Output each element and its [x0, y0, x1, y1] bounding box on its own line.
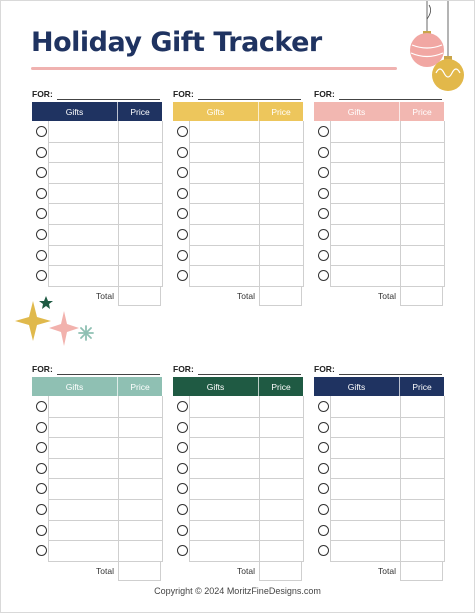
gift-checkbox[interactable]	[177, 270, 188, 281]
for-name-field[interactable]	[57, 99, 160, 100]
gift-checkbox[interactable]	[36, 401, 47, 412]
gift-row	[314, 437, 444, 458]
price-cell[interactable]	[259, 162, 304, 184]
for-label: FOR:	[32, 364, 53, 374]
gift-checkbox[interactable]	[36, 208, 47, 219]
gift-cell[interactable]	[189, 183, 259, 205]
gift-checkbox[interactable]	[177, 229, 188, 240]
gift-checkbox[interactable]	[177, 545, 188, 556]
gifts-column-header: Gifts	[314, 377, 400, 396]
gift-checkbox[interactable]	[36, 463, 47, 474]
gift-row	[173, 417, 303, 438]
total-label: Total	[378, 565, 396, 576]
price-cell[interactable]	[259, 224, 304, 246]
price-cell[interactable]	[400, 520, 445, 542]
gift-checkbox[interactable]	[36, 188, 47, 199]
gift-row	[173, 540, 303, 561]
for-label: FOR:	[314, 89, 335, 99]
price-cell[interactable]	[118, 417, 163, 439]
gift-checkbox[interactable]	[177, 504, 188, 515]
gift-cell[interactable]	[48, 520, 118, 542]
gift-checkbox[interactable]	[36, 545, 47, 556]
gift-checkbox[interactable]	[318, 545, 329, 556]
for-row	[173, 88, 303, 102]
gift-cell[interactable]	[189, 203, 259, 225]
price-cell[interactable]	[400, 417, 445, 439]
price-cell[interactable]	[259, 499, 304, 521]
gift-row	[32, 224, 162, 245]
for-label: FOR:	[32, 89, 53, 99]
gift-checkbox[interactable]	[177, 250, 188, 261]
price-cell[interactable]	[118, 121, 163, 143]
gift-cell[interactable]	[48, 265, 118, 287]
gift-row	[314, 540, 444, 561]
for-row	[32, 88, 162, 102]
gift-row	[32, 417, 162, 438]
price-cell[interactable]	[118, 245, 163, 267]
for-name-field[interactable]	[198, 374, 301, 375]
gift-checkbox[interactable]	[177, 483, 188, 494]
gift-row	[314, 478, 444, 499]
gift-cell[interactable]	[330, 142, 400, 164]
gift-cell[interactable]	[330, 245, 400, 267]
gift-row	[173, 245, 303, 266]
price-column-header: Price	[130, 106, 150, 117]
price-cell[interactable]	[400, 265, 445, 287]
for-label: FOR:	[173, 89, 194, 99]
total-row	[32, 561, 162, 581]
gift-cell[interactable]	[189, 142, 259, 164]
table-header	[173, 102, 303, 121]
gift-row	[314, 224, 444, 245]
price-cell[interactable]	[118, 520, 163, 542]
gift-checkbox[interactable]	[318, 250, 329, 261]
price-cell[interactable]	[259, 121, 304, 143]
gift-checkbox[interactable]	[36, 250, 47, 261]
gift-cell[interactable]	[189, 245, 259, 267]
for-name-field[interactable]	[339, 99, 442, 100]
price-cell[interactable]	[259, 458, 304, 480]
price-cell[interactable]	[400, 121, 445, 143]
for-name-field[interactable]	[57, 374, 160, 375]
gift-checkbox[interactable]	[318, 126, 329, 137]
price-cell[interactable]	[118, 183, 163, 205]
for-row	[32, 363, 162, 377]
gift-cell[interactable]	[189, 417, 259, 439]
gift-row	[32, 540, 162, 561]
price-cell[interactable]	[259, 540, 304, 562]
price-cell[interactable]	[118, 162, 163, 184]
gifts-column-header: Gifts	[173, 377, 259, 396]
gift-row	[173, 396, 303, 417]
price-cell[interactable]	[259, 203, 304, 225]
total-row	[173, 561, 303, 581]
price-cell[interactable]	[118, 265, 163, 287]
gift-cell[interactable]	[330, 203, 400, 225]
gift-row	[173, 478, 303, 499]
price-cell[interactable]	[400, 162, 445, 184]
total-cell[interactable]	[400, 561, 443, 581]
price-cell[interactable]	[400, 224, 445, 246]
gift-cell[interactable]	[48, 142, 118, 164]
gift-cell[interactable]	[330, 520, 400, 542]
gift-row	[32, 121, 162, 142]
gift-row	[32, 437, 162, 458]
gift-checkbox[interactable]	[177, 401, 188, 412]
total-label: Total	[96, 565, 114, 576]
price-cell[interactable]	[400, 540, 445, 562]
gifts-column-header: Gifts	[173, 102, 259, 121]
gifts-column-header: Gifts	[32, 102, 118, 121]
copyright-footer: Copyright © 2024 MoritzFineDesigns.com	[154, 586, 321, 596]
price-cell[interactable]	[259, 520, 304, 542]
total-row	[32, 286, 162, 306]
price-cell[interactable]	[118, 396, 163, 418]
gift-cell[interactable]	[48, 245, 118, 267]
price-cell[interactable]	[259, 396, 304, 418]
gift-row	[32, 245, 162, 266]
gift-cell[interactable]	[189, 437, 259, 459]
gift-checkbox[interactable]	[177, 442, 188, 453]
gift-cell[interactable]	[330, 121, 400, 143]
gift-checkbox[interactable]	[36, 483, 47, 494]
for-row	[173, 363, 303, 377]
gift-checkbox[interactable]	[318, 188, 329, 199]
table-header	[32, 377, 162, 396]
table-header	[173, 377, 303, 396]
for-row	[314, 363, 444, 377]
gift-row	[173, 183, 303, 204]
total-row	[314, 286, 444, 306]
price-cell[interactable]	[118, 499, 163, 521]
gift-cell[interactable]	[189, 540, 259, 562]
total-label: Total	[237, 290, 255, 301]
for-row	[314, 88, 444, 102]
gift-checkbox[interactable]	[36, 126, 47, 137]
price-cell[interactable]	[400, 245, 445, 267]
gift-checkbox[interactable]	[318, 483, 329, 494]
table-header	[314, 102, 444, 121]
gift-cell[interactable]	[48, 396, 118, 418]
gift-cell[interactable]	[189, 499, 259, 521]
gift-checkbox[interactable]	[318, 525, 329, 536]
total-cell[interactable]	[259, 286, 302, 306]
gift-row	[32, 142, 162, 163]
gift-checkbox[interactable]	[36, 229, 47, 240]
gift-checkbox[interactable]	[36, 147, 47, 158]
gift-cell[interactable]	[48, 437, 118, 459]
price-column-header: Price	[130, 381, 150, 392]
gift-checkbox[interactable]	[177, 463, 188, 474]
gift-checkbox[interactable]	[36, 504, 47, 515]
gift-cell[interactable]	[189, 162, 259, 184]
table-header	[314, 377, 444, 396]
price-cell[interactable]	[259, 437, 304, 459]
price-cell[interactable]	[400, 499, 445, 521]
gift-row	[314, 203, 444, 224]
gift-row	[32, 478, 162, 499]
gifts-column-header: Gifts	[314, 102, 400, 121]
gift-checkbox[interactable]	[177, 147, 188, 158]
gift-checkbox[interactable]	[318, 401, 329, 412]
price-cell[interactable]	[118, 224, 163, 246]
gift-row	[32, 458, 162, 479]
gift-checkbox[interactable]	[36, 422, 47, 433]
gift-cell[interactable]	[48, 458, 118, 480]
gift-row	[32, 162, 162, 183]
gift-cell[interactable]	[330, 478, 400, 500]
price-column-header: Price	[271, 106, 291, 117]
gift-checkbox[interactable]	[318, 422, 329, 433]
gift-checkbox[interactable]	[177, 422, 188, 433]
gift-checkbox[interactable]	[318, 229, 329, 240]
gift-row	[173, 265, 303, 286]
total-cell[interactable]	[118, 561, 161, 581]
gift-cell[interactable]	[48, 203, 118, 225]
gift-cell[interactable]	[48, 499, 118, 521]
gift-row	[173, 520, 303, 541]
gifts-column-header: Gifts	[32, 377, 118, 396]
gift-checkbox[interactable]	[36, 442, 47, 453]
gift-checkbox[interactable]	[36, 167, 47, 178]
total-row	[314, 561, 444, 581]
gift-cell[interactable]	[48, 121, 118, 143]
price-cell[interactable]	[259, 142, 304, 164]
gift-row	[314, 245, 444, 266]
price-cell[interactable]	[118, 203, 163, 225]
price-cell[interactable]	[400, 478, 445, 500]
gift-cell[interactable]	[189, 121, 259, 143]
price-cell[interactable]	[400, 396, 445, 418]
price-column-header: Price	[412, 381, 432, 392]
gift-row	[173, 162, 303, 183]
price-cell[interactable]	[259, 417, 304, 439]
gift-cell[interactable]	[330, 265, 400, 287]
price-column-header: Price	[412, 106, 432, 117]
gift-checkbox[interactable]	[318, 463, 329, 474]
gift-checkbox[interactable]	[36, 270, 47, 281]
gift-row	[314, 142, 444, 163]
price-cell[interactable]	[259, 183, 304, 205]
for-label: FOR:	[173, 364, 194, 374]
gift-row	[173, 203, 303, 224]
gift-cell[interactable]	[330, 417, 400, 439]
price-cell[interactable]	[118, 142, 163, 164]
price-cell[interactable]	[400, 183, 445, 205]
gift-row	[314, 458, 444, 479]
gift-row	[173, 142, 303, 163]
gift-row	[32, 183, 162, 204]
title-underline	[31, 67, 397, 70]
price-cell[interactable]	[118, 458, 163, 480]
total-label: Total	[378, 290, 396, 301]
gift-cell[interactable]	[48, 540, 118, 562]
gift-cell[interactable]	[330, 224, 400, 246]
price-cell[interactable]	[259, 245, 304, 267]
total-row	[173, 286, 303, 306]
gift-row	[314, 162, 444, 183]
gift-row	[32, 520, 162, 541]
gift-cell[interactable]	[48, 478, 118, 500]
gift-checkbox[interactable]	[318, 504, 329, 515]
gift-cell[interactable]	[330, 396, 400, 418]
gift-row	[32, 499, 162, 520]
gift-cell[interactable]	[189, 520, 259, 542]
gift-checkbox[interactable]	[177, 126, 188, 137]
gift-checkbox[interactable]	[36, 525, 47, 536]
gift-row	[173, 121, 303, 142]
gift-checkbox[interactable]	[177, 188, 188, 199]
gift-cell[interactable]	[330, 437, 400, 459]
total-label: Total	[237, 565, 255, 576]
price-cell[interactable]	[259, 478, 304, 500]
total-label: Total	[96, 290, 114, 301]
gift-checkbox[interactable]	[177, 167, 188, 178]
for-label: FOR:	[314, 364, 335, 374]
gift-checkbox[interactable]	[318, 147, 329, 158]
price-cell[interactable]	[400, 142, 445, 164]
gift-row	[314, 520, 444, 541]
gift-row	[173, 224, 303, 245]
price-cell[interactable]	[400, 203, 445, 225]
table-header	[32, 102, 162, 121]
gift-cell[interactable]	[48, 224, 118, 246]
gift-cell[interactable]	[48, 183, 118, 205]
gift-checkbox[interactable]	[177, 208, 188, 219]
for-name-field[interactable]	[198, 99, 301, 100]
gift-cell[interactable]	[189, 224, 259, 246]
gift-cell[interactable]	[189, 478, 259, 500]
gift-cell[interactable]	[330, 458, 400, 480]
gift-row	[314, 265, 444, 286]
gift-cell[interactable]	[48, 162, 118, 184]
gift-checkbox[interactable]	[318, 442, 329, 453]
gift-cell[interactable]	[189, 396, 259, 418]
gift-cell[interactable]	[330, 162, 400, 184]
gift-row	[173, 437, 303, 458]
for-name-field[interactable]	[339, 374, 442, 375]
total-cell[interactable]	[118, 286, 161, 306]
gift-checkbox[interactable]	[177, 525, 188, 536]
gift-row	[173, 499, 303, 520]
gift-row	[173, 458, 303, 479]
page-title: Holiday Gift Tracker	[31, 27, 322, 58]
gift-cell[interactable]	[48, 417, 118, 439]
gift-row	[32, 203, 162, 224]
gift-row	[314, 499, 444, 520]
total-cell[interactable]	[400, 286, 443, 306]
price-cell[interactable]	[118, 540, 163, 562]
total-cell[interactable]	[259, 561, 302, 581]
price-cell[interactable]	[400, 437, 445, 459]
gift-row	[314, 417, 444, 438]
gift-checkbox[interactable]	[318, 208, 329, 219]
gift-checkbox[interactable]	[318, 270, 329, 281]
price-cell[interactable]	[118, 478, 163, 500]
gift-cell[interactable]	[330, 499, 400, 521]
gift-row	[32, 396, 162, 417]
gift-row	[314, 183, 444, 204]
price-cell[interactable]	[400, 458, 445, 480]
price-column-header: Price	[271, 381, 291, 392]
gift-row	[314, 396, 444, 417]
gift-cell[interactable]	[330, 540, 400, 562]
price-cell[interactable]	[118, 437, 163, 459]
gift-row	[32, 265, 162, 286]
gift-cell[interactable]	[330, 183, 400, 205]
gift-cell[interactable]	[189, 265, 259, 287]
gift-cell[interactable]	[189, 458, 259, 480]
price-cell[interactable]	[259, 265, 304, 287]
gift-checkbox[interactable]	[318, 167, 329, 178]
gift-row	[314, 121, 444, 142]
